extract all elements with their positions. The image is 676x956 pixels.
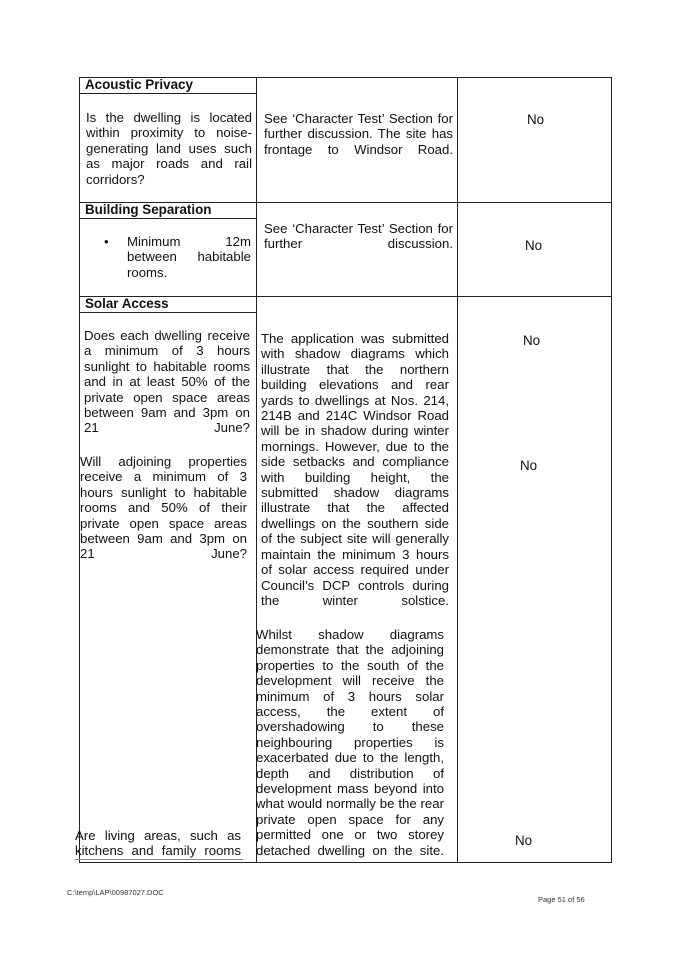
solar-criteria-2: Will adjoining properties receive a minimum of 3 hours sunlight to habitable rooms and 50% of their private open space areas between 9am and 3pm on 21 June? [80, 454, 247, 562]
section-heading-solar: Solar Access [85, 296, 169, 311]
solar-criteria-3: Are living areas, such as kitchens and family rooms [75, 828, 241, 859]
solar-comment-1: The application was submitted with shadow diagrams which illustrate that the northern building elevations and rear yards to dwellings at Nos. 214, 214B and 214C Windsor Road will be in shadow during winter mornings. However, due to the side setbacks and compliance with building height, the submitted shadow diagrams illustrate that the affected dwellings on the southern side of the subject site will generally maintain the minimum 3 hours of solar access required under Council’s DCP controls during the winter solstice. [261, 331, 449, 608]
bullet-dot: • [104, 234, 109, 249]
table-border-right [611, 77, 612, 863]
separation-comment: See ‘Character Test’ Section for further discussion. [264, 221, 453, 252]
heading-rule-separation [79, 218, 257, 219]
footer-file-path: C:\temp\LAP\00987027.DOC [67, 888, 164, 897]
solar-complies-1: No [523, 333, 541, 348]
solar-complies-3: No [515, 833, 533, 848]
table-border-bottom [79, 862, 612, 863]
separation-bullet: Minimum 12m between habitable rooms. [127, 234, 251, 280]
solar-complies-2: No [520, 458, 538, 473]
acoustic-complies: No [527, 112, 545, 127]
section-heading-separation: Building Separation [85, 202, 212, 217]
heading-rule-solar [79, 312, 257, 313]
acoustic-comment: See ‘Character Test’ Section for further discussion. The site has frontage to Windsor Road. [264, 111, 453, 157]
section-heading-acoustic: Acoustic Privacy [85, 77, 193, 92]
solar-comment-2: Whilst shadow diagrams demonstrate that the adjoining properties to the south of the development will receive the minimum of 3 hours solar access, the extent of overshadowing to these neighbouring properties is exacerbated due to the length, depth and distribution of development mass beyond into what would normally be the rear private open space for any permitted one or two storey detached dwelling on the site. [256, 627, 444, 858]
column-divider-2 [457, 77, 458, 863]
separation-complies: No [525, 238, 543, 253]
heading-rule-acoustic [79, 93, 257, 94]
criteria-3-underline [75, 859, 243, 860]
solar-criteria-1: Does each dwelling receive a minimum of 3 hours sunlight to habitable rooms and in at least 50% of the private open space areas between 9am and 3pm on 21 June? [84, 328, 250, 436]
footer-page-number: Page 51 of 56 [538, 895, 585, 904]
acoustic-criteria: Is the dwelling is located within proximity to noise-generating land uses such as major roads and rail corridors? [86, 110, 252, 187]
